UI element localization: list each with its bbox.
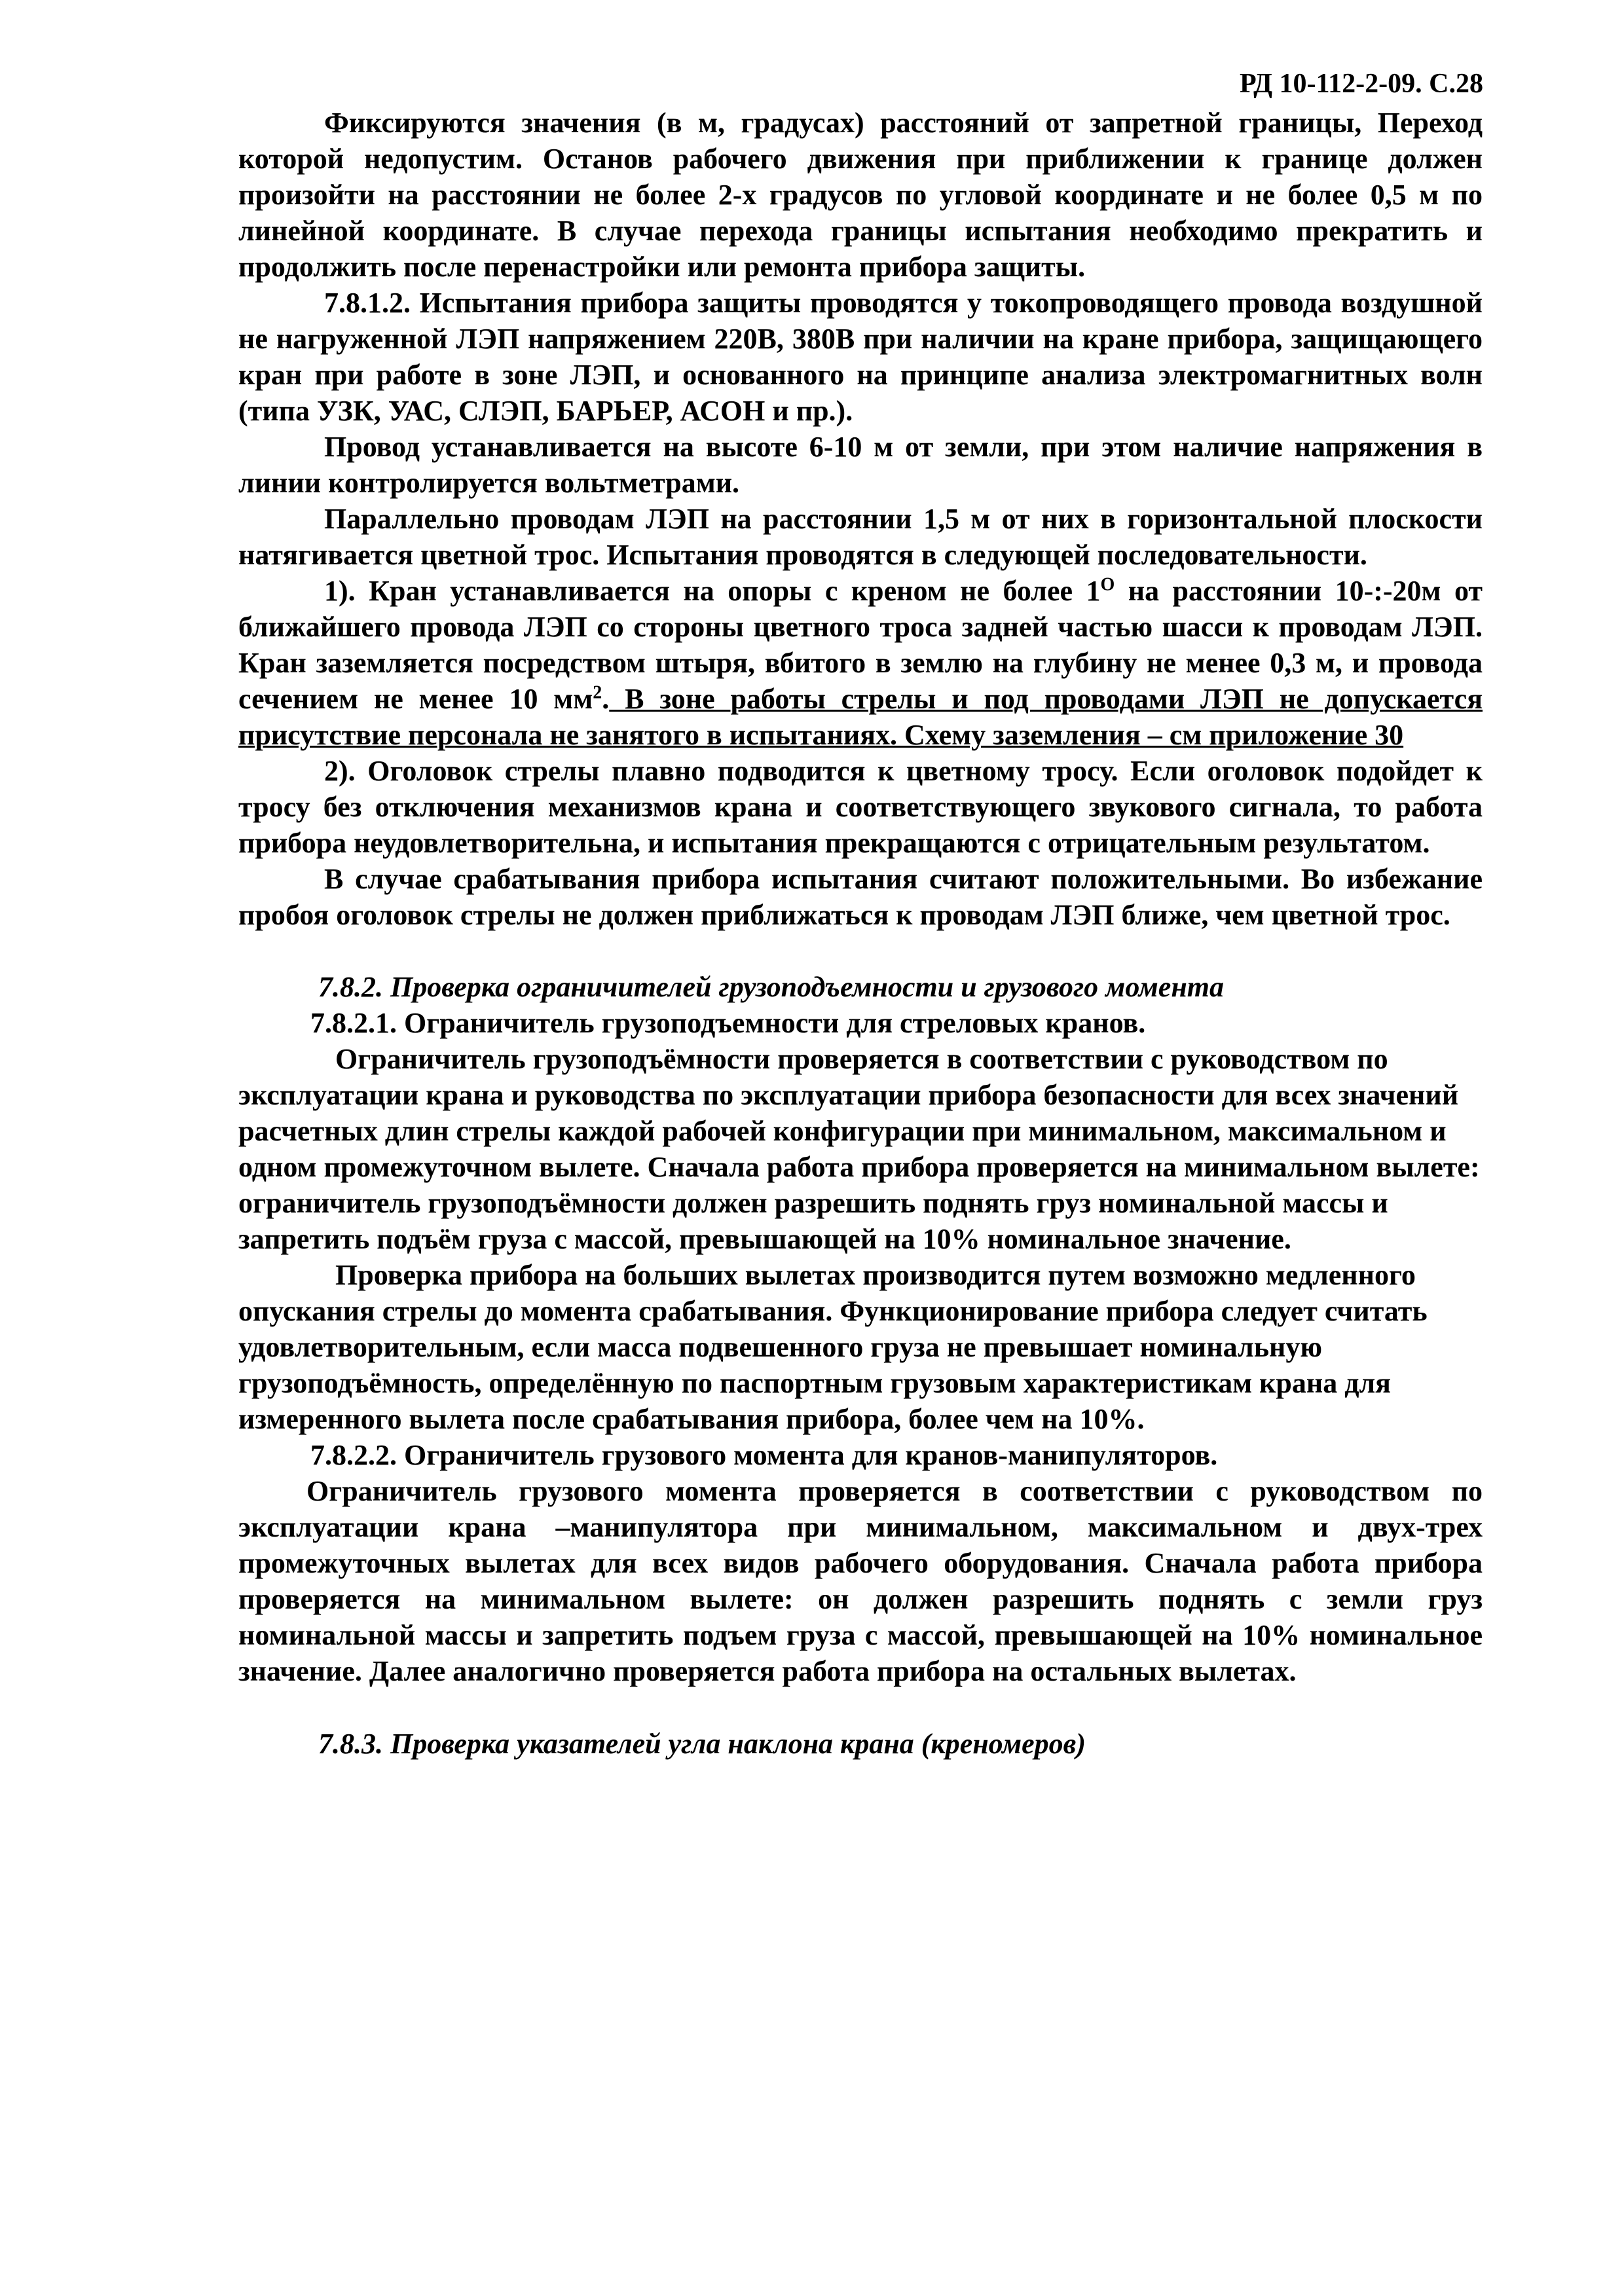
paragraph-positive-result: В случае срабатывания прибора испытания считают положительными. Во избежание пробоя оголовок стрелы не должен приближаться к проводам ЛЭП ближе, чем цветной трос. (238, 863, 1483, 931)
document-reference: РД 10-112-2-09. С.28 (1239, 69, 1483, 99)
paragraph-load-limiter: Ограничитель грузоподъёмности проверяется в соответствии с руководством по эксплуатации крана и руководства по эксплуатации прибора безопасности для всех значений расчетных длин стрелы каждой рабочей конфигурации при минимальном, максимальном и одном промежуточном вылете. Сначала работа прибора проверяется на минимальном вылете: ограничитель грузоподъёмности должен разрешить поднять груз номинальной массы и запретить подъём груза с массой, превышающей на 10% номинальное значение. (238, 1043, 1480, 1255)
step-1-text-a: 1). Кран устанавливается на опоры с креном не более 1 (324, 575, 1101, 607)
section-title-7-8-3: 7.8.3. Проверка указателей угла наклона крана (креномеров) (318, 1728, 1086, 1760)
paragraph-moment-limiter: Ограничитель грузового момента проверяется в соответствии с руководством по эксплуатации крана –манипулятора при минимальном, максимальном и двух-трех промежуточных вылетах для всех видов рабочего оборудования. Сначала работа прибора проверяется на минимальном вылете: он должен разрешить поднять с земли груз номинальной массы и запретить подъем груза с массой, превышающей на 10% номинальное значение. Далее аналогично проверяется работа прибора на остальных вылетах. (238, 1475, 1483, 1687)
document-body (238, 105, 1483, 1762)
subsection-title-7-8-2-1: 7.8.2.1. Ограничитель грузоподъемности для стреловых кранов. (310, 1007, 1146, 1039)
paragraph-step-2: 2). Оголовок стрелы плавно подводится к цветному тросу. Если оголовок подойдет к тросу без отключения механизмов крана и соответствующего звукового сигнала, то работа прибора неудовлетворительна, и испытания прекращаются с отрицательным результатом. (238, 755, 1483, 859)
spacer (238, 933, 1483, 969)
spacer (238, 1689, 1483, 1726)
paragraph-wire-height: Провод устанавливается на высоте 6-10 м от земли, при этом наличие напряжения в линии контролируется вольтметрами. (238, 431, 1483, 499)
section-title-7-8-2: 7.8.2. Проверка ограничителей грузоподъемности и грузового момента (318, 971, 1224, 1003)
paragraph-boundary-fixation: Фиксируются значения (в м, градусах) расстояний от запретной границы, Переход которой недопустим. Останов рабочего движения при приближении к границе должен произойти на расстоянии не более 2-х градусов по угловой координате и не более 0,5 м по линейной координате. В случае перехода границы испытания необходимо прекратить и продолжить после перенастройки или ремонта прибора защиты. (238, 107, 1483, 283)
paragraph-7-8-1-2: 7.8.1.2. Испытания прибора защиты проводятся у токопроводящего провода воздушной не нагруженной ЛЭП напряжением 220В, 380В при наличии на кране прибора, защищающего кран при работе в зоне ЛЭП, и основанного на принципе анализа электромагнитных волн (типа УЗК, УАС, СЛЭП, БАРЬЕР, АСОН и пр.). (238, 287, 1483, 427)
paragraph-step-1 (238, 573, 1483, 753)
square-superscript: 2 (593, 682, 602, 703)
step-1-underlined-warning: В зоне работы стрелы и под проводами ЛЭП не допускается присутствие персонала не занятого в испытаниях. Схему заземления – см приложение 30 (238, 683, 1483, 751)
paragraph-large-reach-check: Проверка прибора на больших вылетах производится путем возможно медленного опускания стрелы до момента срабатывания. Функционирование прибора следует считать удовлетворительным, если масса подвешенного груза не превышает номинальную грузоподъёмность, определённую по паспортным грузовым характеристикам крана для измеренного вылета после срабатывания прибора, более чем на 10%. (238, 1259, 1428, 1435)
paragraph-colored-cable: Параллельно проводам ЛЭП на расстоянии 1,5 м от них в горизонтальной плоскости натягивается цветной трос. Испытания проводятся в следующей последовательности. (238, 503, 1483, 571)
subsection-title-7-8-2-2: 7.8.2.2. Ограничитель грузового момента для кранов-манипуляторов. (310, 1439, 1218, 1471)
step-1-text-c: . (602, 683, 610, 715)
degree-superscript: О (1100, 574, 1115, 595)
step-1-text-b: на расстоянии 10-:-20м от ближайшего провода ЛЭП со стороны цветного троса задней частью шасси к проводам ЛЭП. Кран заземляется посредством штыря, вбитого в землю на глубину не менее 0,3 м, и провода сечением не менее 10 мм (238, 575, 1483, 715)
